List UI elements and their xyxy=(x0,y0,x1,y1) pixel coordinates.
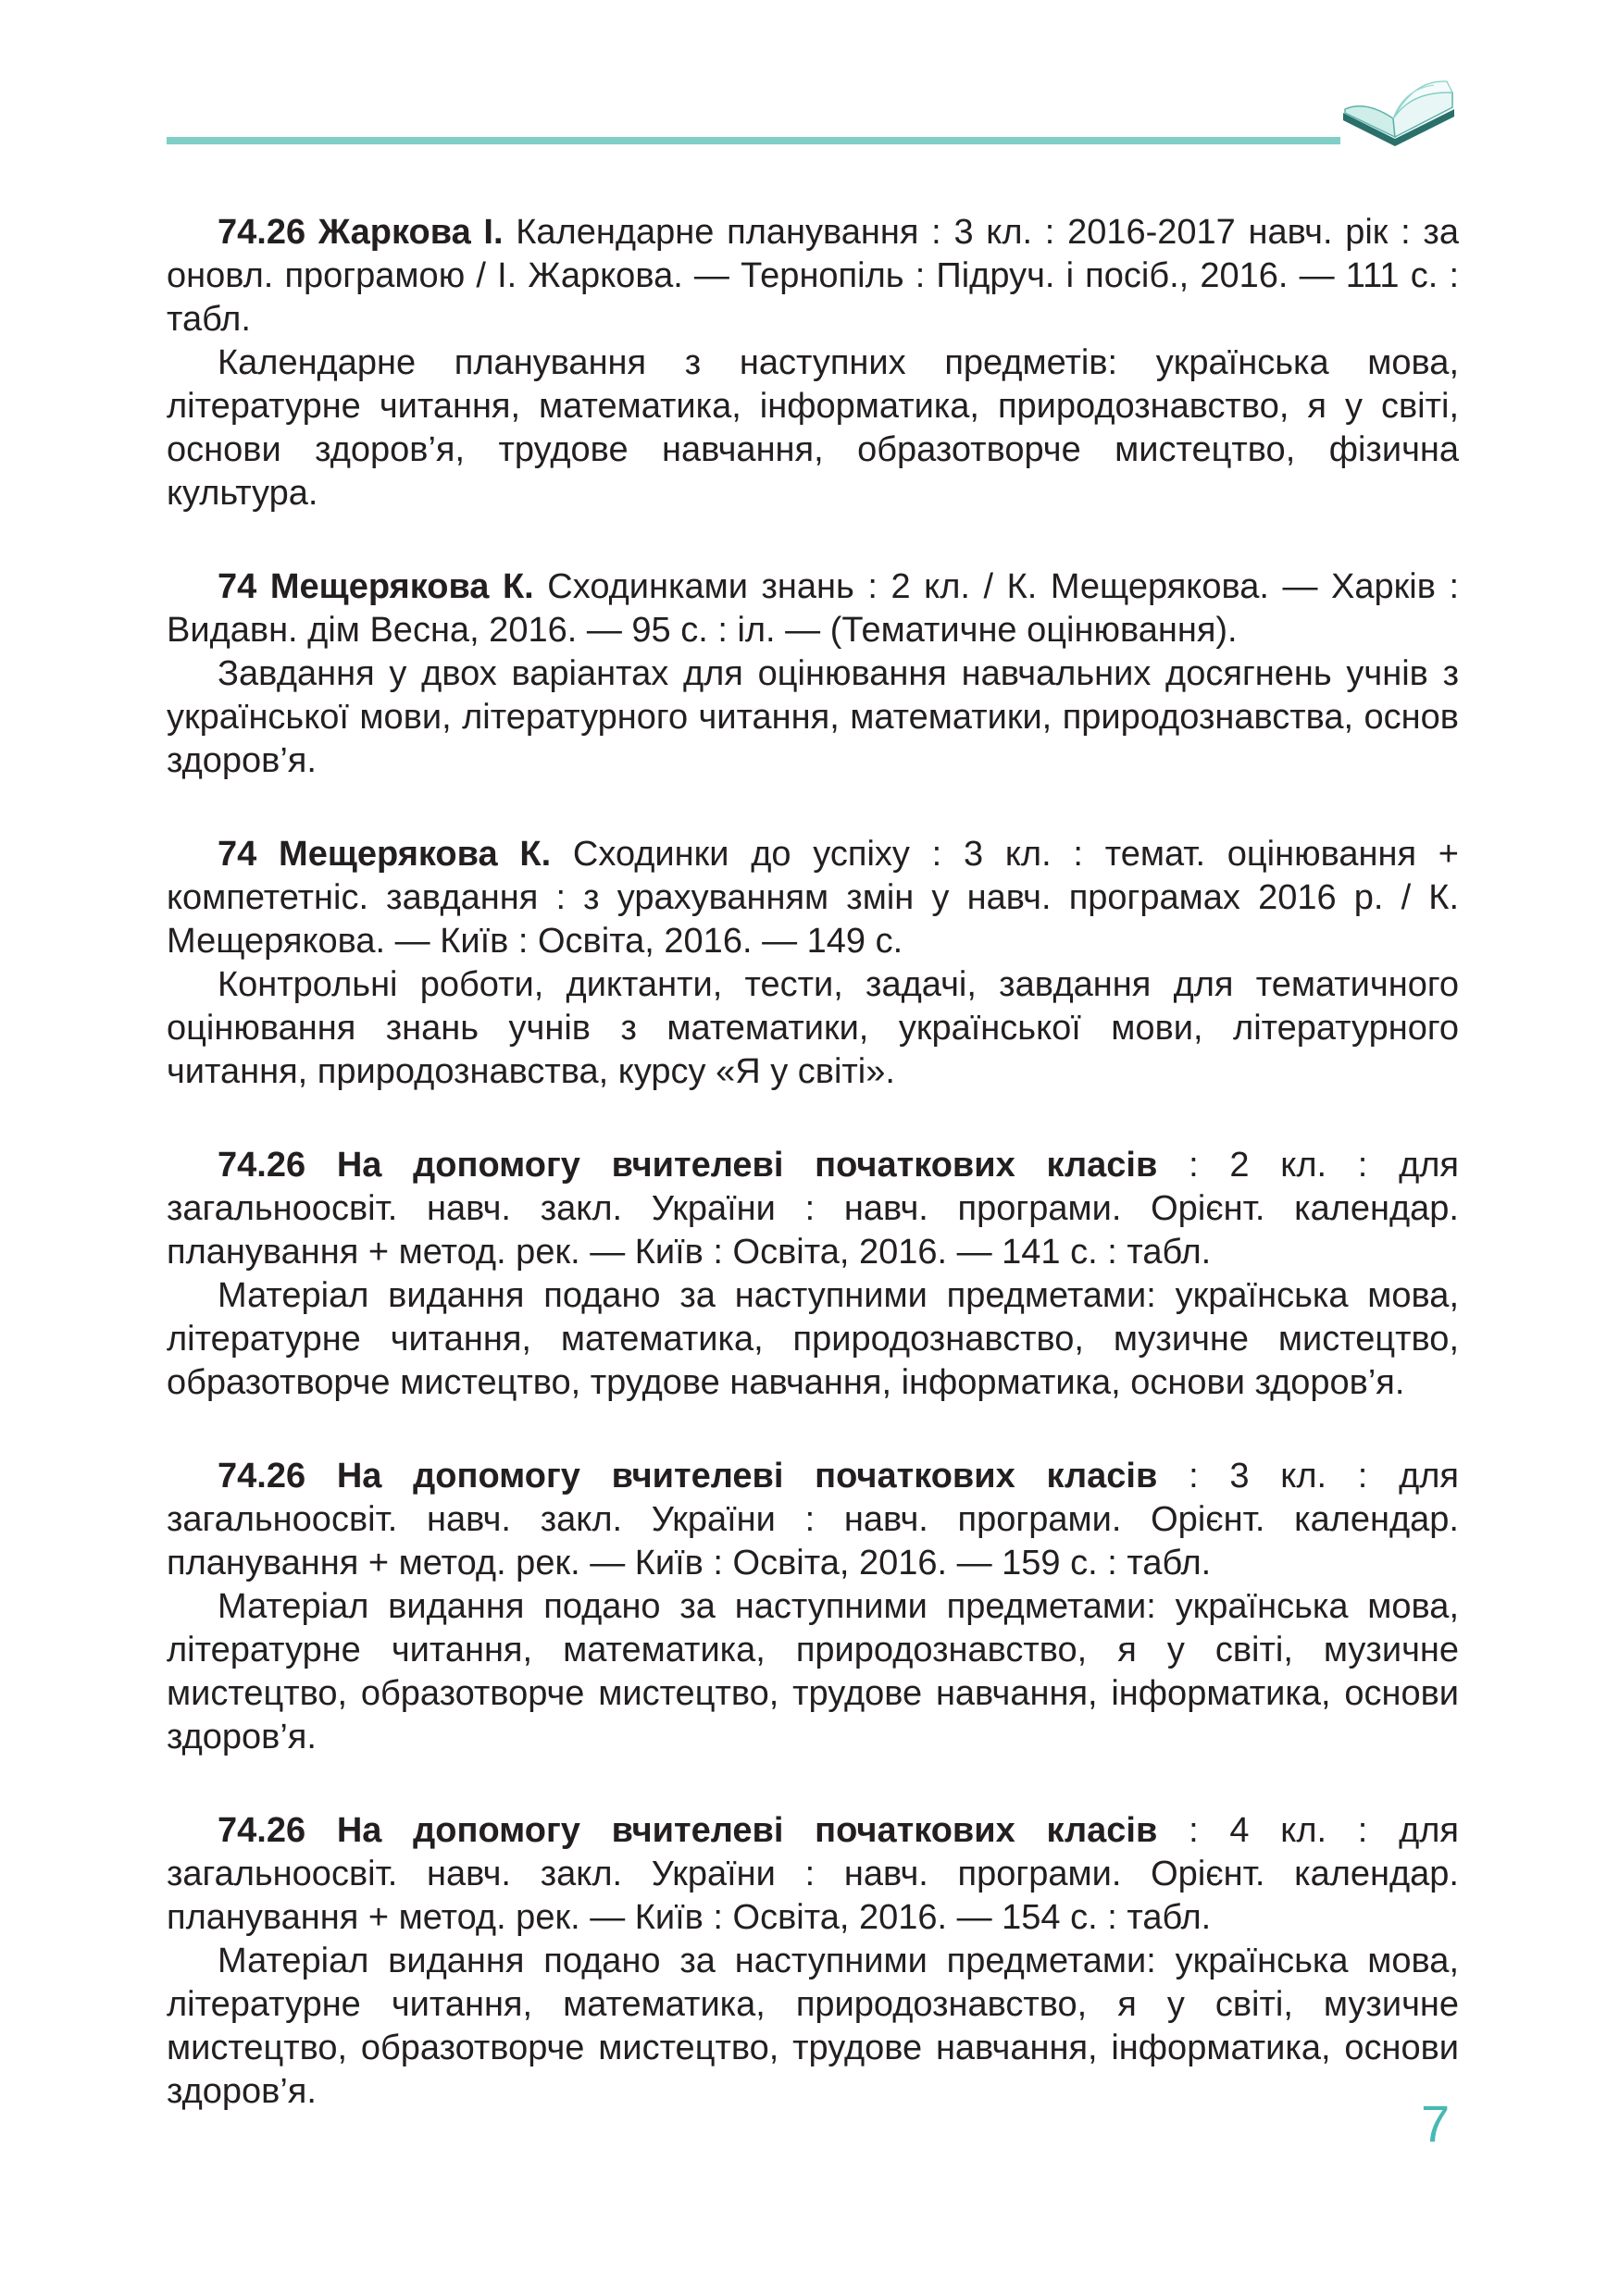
entry-annotation: Матеріал видання подано за наступними предметами: українська мова, літературне читання, математика, природознавство, я у світі, музичне мистецтво, образотворче мистецтво, трудове навчання, інформатика, основи здоров’я. xyxy=(167,1942,1459,2111)
entry-heading xyxy=(218,1811,1157,1850)
bibliography-entry xyxy=(167,833,1459,1094)
entry-citation xyxy=(167,1144,1459,1274)
entry-annotation: Контрольні роботи, диктанти, тести, задачі, завдання для тематичного оцінювання знань учнів з математики, української мови, літературного читання, природознавства, курсу «Я у світі». xyxy=(167,965,1459,1091)
entry-heading xyxy=(218,835,551,874)
entry-code: 74.26 xyxy=(218,1146,306,1185)
entry-code: 74 xyxy=(218,835,257,874)
entry-code: 74 xyxy=(218,567,257,606)
entry-annotation: Матеріал видання подано за наступними предметами: українська мова, літературне читання, математика, природознавство, я у світі, музичне мистецтво, образотворче мистецтво, трудове навчання, інформатика, основи здоров’я. xyxy=(167,1587,1459,1756)
entry-author: На допомогу вчителеві початкових класів xyxy=(336,1811,1158,1850)
entry-author: Мещерякова К. xyxy=(279,835,552,874)
entry-annotation: Календарне планування з наступних предметів: українська мова, літературне читання, математика, інформатика, природознавство, я у світі, основи здоров’я, трудове навчання, образотворче мистецтво, фізична культура. xyxy=(167,343,1459,513)
bibliography-list xyxy=(167,211,1459,2164)
entry-annotation: Матеріал видання подано за наступними предметами: українська мова, літературне читання, математика, природознавство, музичне мистецтво, образотворче мистецтво, трудове навчання, інформатика, основи здоров’я. xyxy=(167,1276,1459,1402)
page-number: 7 xyxy=(1421,2094,1451,2153)
entry-citation xyxy=(167,1809,1459,1940)
entry-code: 74.26 xyxy=(218,213,306,252)
entry-citation-text: Календарне планування : 3 кл. : 2016-2017 навч. рік : за оновл. програмою / І. Жаркова. — Тернопіль : Підруч. і посіб., 2016. — 111 с. : табл. xyxy=(167,213,1459,339)
bibliography-entry xyxy=(167,1144,1459,1405)
entry-heading xyxy=(218,567,534,606)
header-rule xyxy=(167,137,1340,144)
entry-author: На допомогу вчителеві початкових класів xyxy=(336,1457,1158,1496)
entry-citation xyxy=(167,211,1459,341)
entry-citation-text: : 2 кл. : для загальноосвіт. навч. закл. України : навч. програми. Орієнт. календар. планування + метод. рек. — Київ : Освіта, 2016. — 141 с. : табл. xyxy=(167,1146,1460,1272)
entry-annotation: Завдання у двох варіантах для оцінювання навчальних досягнень учнів з української мови, літературного читання, математики, природознавства, основ здоров’я. xyxy=(167,654,1459,780)
entry-citation xyxy=(167,565,1459,652)
open-book-icon xyxy=(1338,72,1458,165)
entry-author: Мещерякова К. xyxy=(269,567,534,606)
entry-heading xyxy=(218,213,504,252)
entry-citation-text: : 3 кл. : для загальноосвіт. навч. закл. України : навч. програми. Орієнт. календар. планування + метод. рек. — Київ : Освіта, 2016. — 159 с. : табл. xyxy=(167,1457,1460,1582)
bibliography-entry xyxy=(167,565,1459,783)
entry-code: 74.26 xyxy=(218,1457,306,1496)
entry-citation xyxy=(167,833,1459,963)
entry-citation-text: : 4 кл. : для загальноосвіт. навч. закл. України : навч. програми. Орієнт. календар. планування + метод. рек. — Київ : Освіта, 2016. — 154 с. : табл. xyxy=(167,1811,1460,1937)
entry-heading xyxy=(218,1457,1157,1496)
entry-citation-text: Сходинками знань : 2 кл. / К. Мещерякова. — Харків : Видавн. дім Весна, 2016. — 95 с. : іл. — (Тематичне оцінювання). xyxy=(167,567,1460,650)
entry-code: 74.26 xyxy=(218,1811,306,1850)
bibliography-entry xyxy=(167,1809,1459,2114)
bibliography-entry xyxy=(167,211,1459,515)
bibliography-entry xyxy=(167,1455,1459,1759)
entry-citation xyxy=(167,1455,1459,1585)
entry-author: Жаркова І. xyxy=(318,213,504,252)
entry-heading xyxy=(218,1146,1157,1185)
entry-citation-text: Сходинки до успіху : 3 кл. : темат. оцінювання + компететніс. завдання : з урахуванням змін у навч. програмах 2016 р. / К. Мещерякова. — Київ : Освіта, 2016. — 149 с. xyxy=(167,835,1459,961)
entry-author: На допомогу вчителеві початкових класів xyxy=(336,1146,1158,1185)
